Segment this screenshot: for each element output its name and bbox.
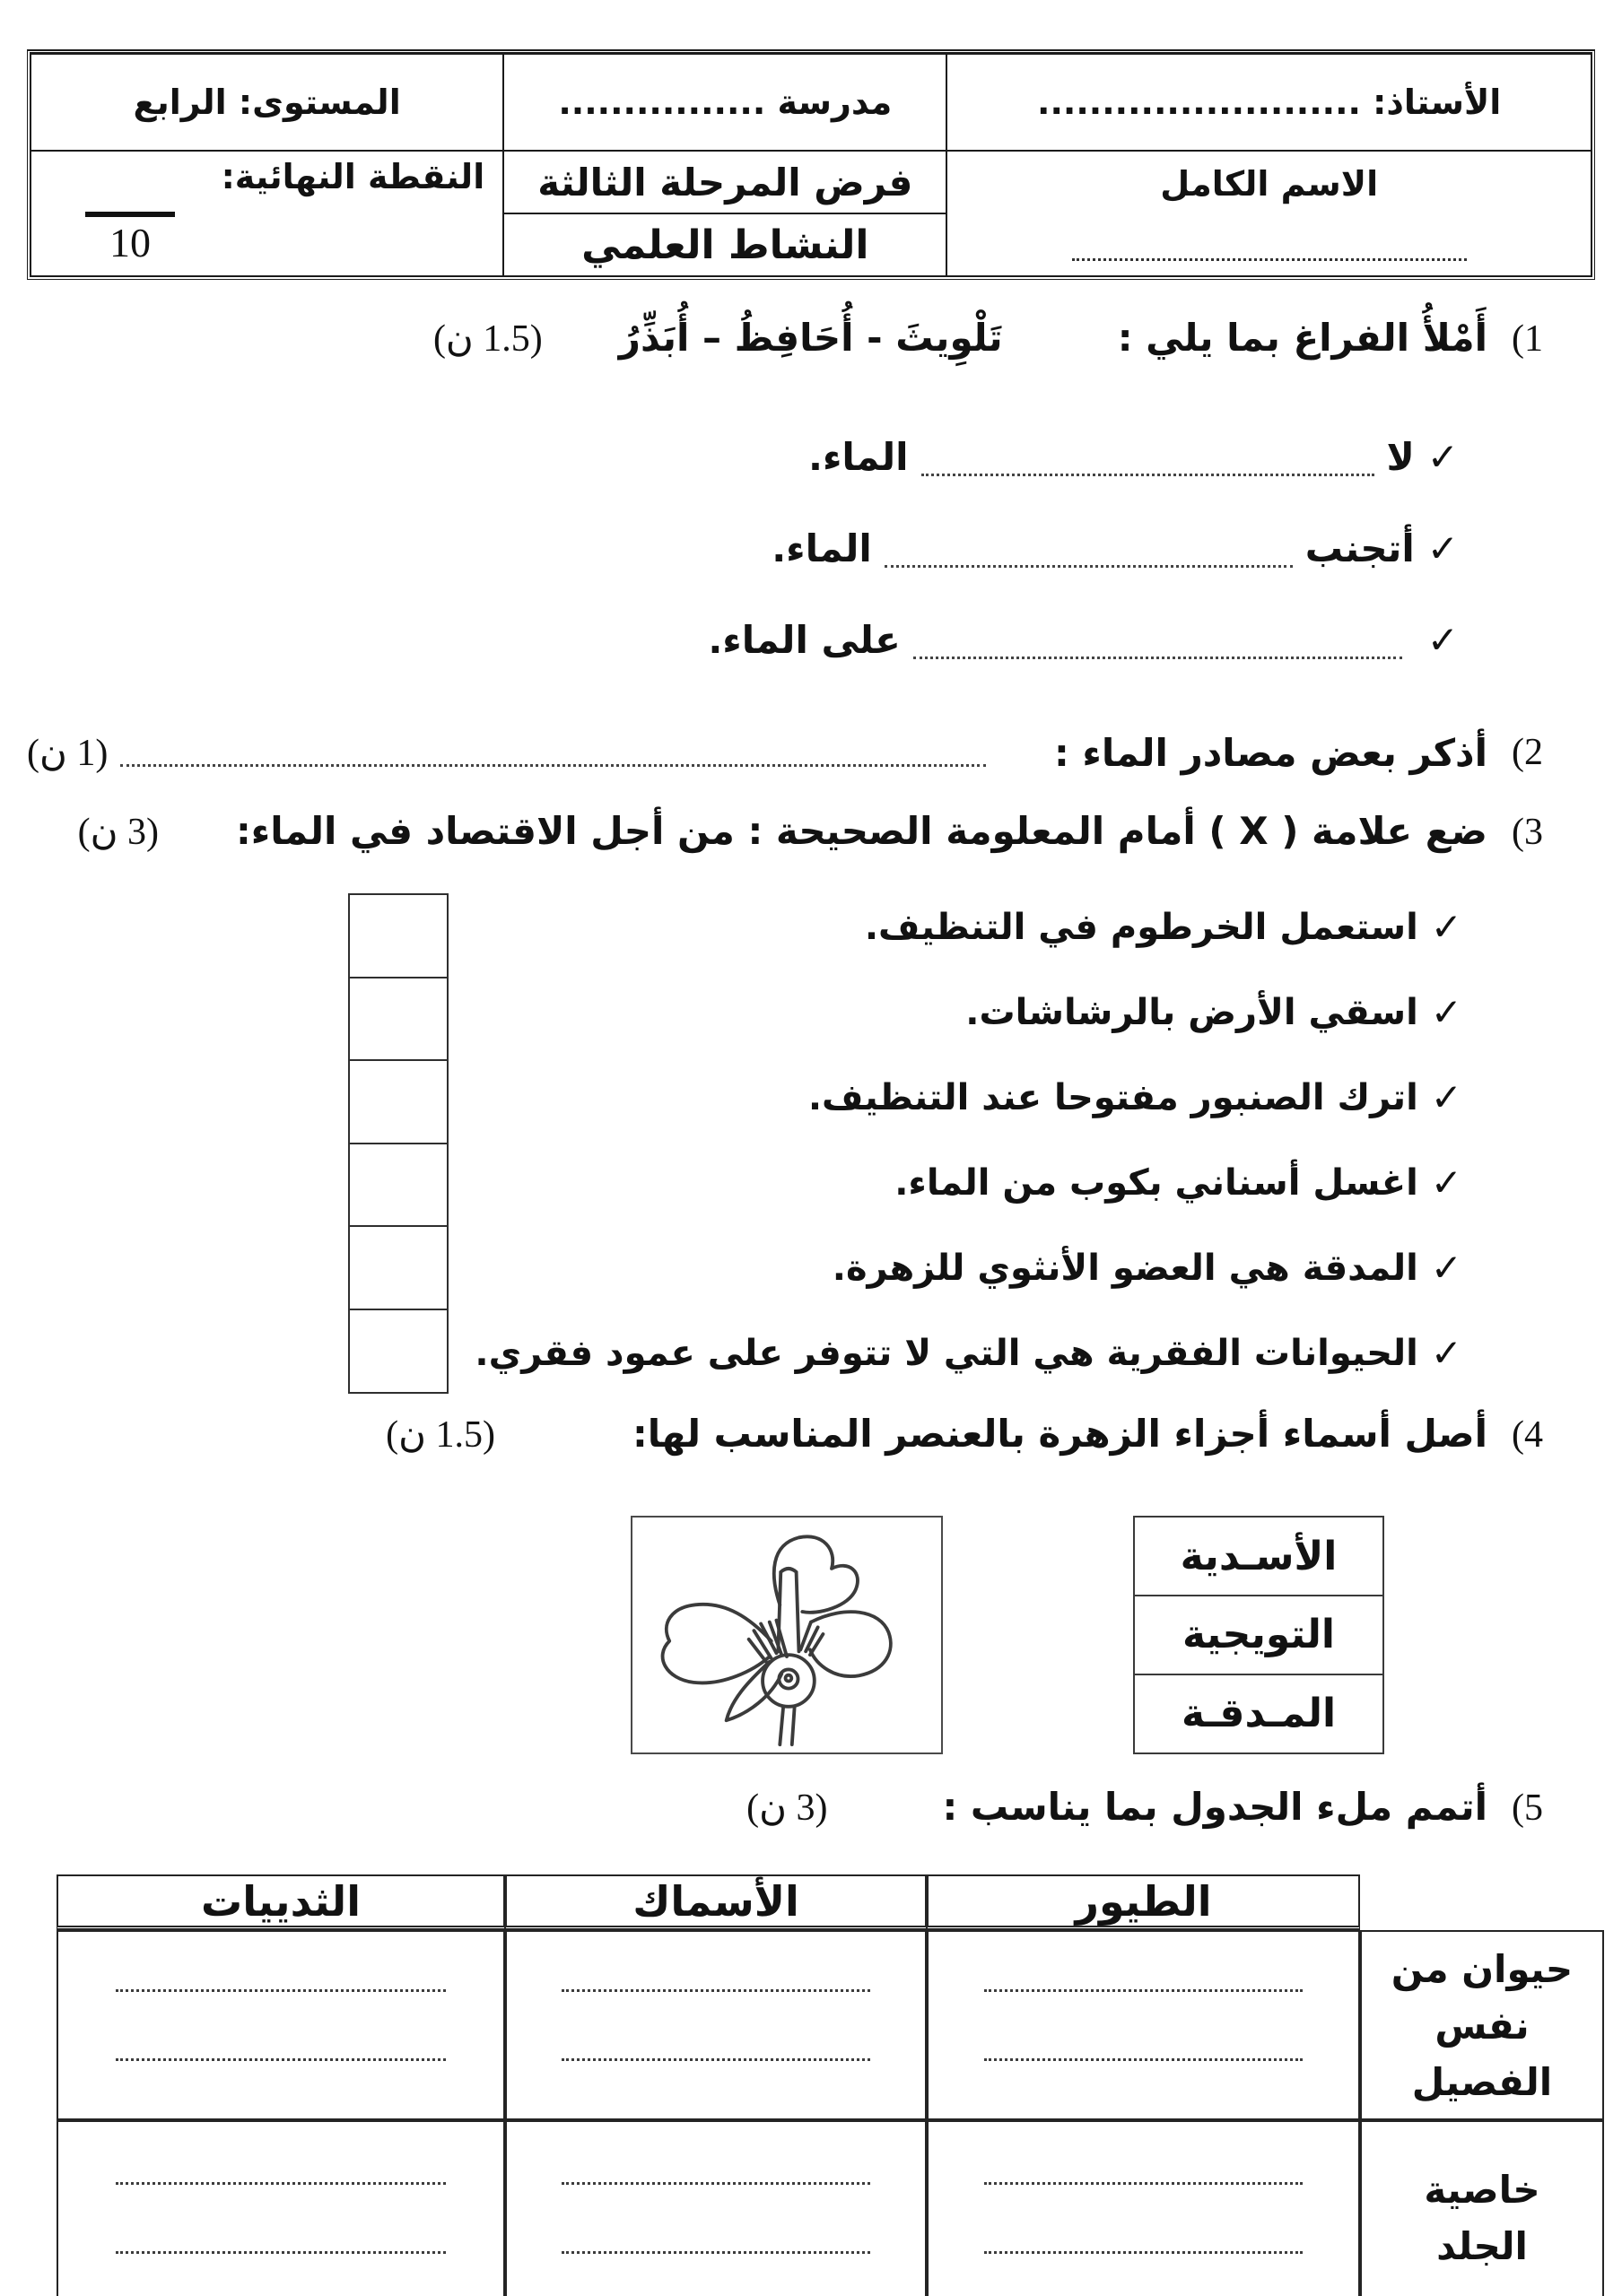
- q1-item-2-after: الماء.: [772, 526, 872, 570]
- q5-table: [55, 1874, 1604, 2296]
- q1-item-2: [0, 502, 1622, 594]
- answer-box[interactable]: [348, 1059, 449, 1144]
- check-icon: ✓: [1430, 905, 1462, 949]
- check-icon: ✓: [1426, 526, 1459, 570]
- answer-line[interactable]: [116, 2058, 445, 2061]
- exam-title: فرض المرحلة الثالثة: [503, 151, 946, 213]
- answer-line[interactable]: [116, 1989, 445, 1992]
- q4-matching-area: [0, 1516, 1622, 1754]
- q4-points: (1.5 ن): [386, 1414, 495, 1456]
- q5-answer-cell[interactable]: [927, 2120, 1360, 2296]
- q1-points: (1.5 ن): [432, 318, 543, 360]
- flower-part-label-stamens[interactable]: الأسـدية: [1133, 1516, 1384, 1596]
- q5-heading: [0, 1785, 1622, 1855]
- q5-row-label-skin: خاصية الجلد: [1360, 2120, 1604, 2296]
- q1-item-2-blank[interactable]: [885, 529, 1293, 568]
- answer-line[interactable]: [116, 2251, 445, 2254]
- q3-statement-4: [0, 1140, 1622, 1225]
- check-icon: ✓: [1426, 617, 1459, 662]
- q4-prompt: أصل أسماء أجزاء الزهرة بالعنصر المناسب لها:: [632, 1412, 1487, 1456]
- q2-points: (1 ن): [27, 733, 109, 774]
- q2-heading: [0, 716, 1622, 789]
- q1-prompt: أَمْلأُ الفراغ بما يلي :: [1117, 316, 1487, 360]
- school-field[interactable]: مدرسة ................: [503, 54, 946, 151]
- q1-items: [0, 411, 1622, 685]
- q5-prompt: أتمم ملء الجدول بما يناسب :: [942, 1785, 1487, 1829]
- check-icon: ✓: [1430, 1331, 1462, 1375]
- final-mark-value[interactable]: 10: [85, 212, 175, 266]
- q1-item-3: [0, 594, 1622, 685]
- answer-line[interactable]: [562, 2058, 871, 2061]
- answer-box[interactable]: [348, 1225, 449, 1310]
- q3-statement-1: [0, 884, 1622, 970]
- q3-statement-2-text: اسقي الأرض بالرشاشات.: [965, 991, 1418, 1033]
- q4-heading: [0, 1412, 1622, 1483]
- q3-answer-boxes: [348, 893, 449, 1394]
- q3-statements: [0, 884, 1622, 1396]
- q4-number: 4): [1512, 1414, 1543, 1456]
- q5-table-corner: [1360, 1874, 1604, 1930]
- q5-col-birds: الطيور: [927, 1874, 1360, 1930]
- q1-number: 1): [1512, 318, 1543, 360]
- q3-number: 3): [1512, 812, 1543, 853]
- answer-line[interactable]: [116, 2182, 445, 2185]
- final-mark-cell: [31, 151, 503, 276]
- level-label: المستوى: الرابع: [31, 54, 503, 151]
- answer-line[interactable]: [984, 2058, 1302, 2061]
- q1-item-3-blank[interactable]: [913, 621, 1402, 659]
- answer-line[interactable]: [562, 2182, 871, 2185]
- check-icon: ✓: [1430, 1075, 1462, 1119]
- fullname-label: الاسم الكامل: [1160, 164, 1379, 204]
- q3-statement-4-text: اغسل أسناني بكوب من الماء.: [894, 1161, 1418, 1204]
- check-icon: ✓: [1430, 1246, 1462, 1290]
- fullname-cell: [946, 151, 1591, 276]
- q1-item-1: [0, 411, 1622, 502]
- q3-statement-5: [0, 1225, 1622, 1310]
- q3-statement-6: [0, 1310, 1622, 1396]
- q5-answer-cell[interactable]: [57, 2120, 505, 2296]
- q3-statement-2: [0, 970, 1622, 1055]
- q5-answer-cell[interactable]: [57, 1930, 505, 2120]
- q5-answer-cell[interactable]: [505, 1930, 927, 2120]
- q1-item-1-blank[interactable]: [921, 438, 1374, 476]
- q5-points: (3 ن): [746, 1787, 828, 1829]
- q3-statement-3-text: اترك الصنبور مفتوحا عند التنظيف.: [807, 1076, 1418, 1118]
- flower-drawing: [639, 1522, 935, 1748]
- flower-part-label-pistil[interactable]: المـدقـة: [1133, 1674, 1384, 1754]
- q3-prompt: ضع علامة ( X ) أمام المعلومة الصحيحة : من أجل الاقتصاد في الماء:: [236, 809, 1487, 853]
- header-table: [27, 49, 1595, 280]
- final-mark-label: النقطة النهائية:: [221, 157, 485, 196]
- q2-answer-blank[interactable]: [120, 764, 986, 767]
- q1-heading: [0, 316, 1622, 386]
- check-icon: ✓: [1430, 990, 1462, 1034]
- q5-row-label-family: حيوان من نفس الفصيل: [1360, 1930, 1604, 2120]
- q1-word-bank: تَلْوِيثَ - أُحَافِظُ – أُبَذِّرُ: [618, 316, 1003, 360]
- check-icon: ✓: [1430, 1161, 1462, 1205]
- q3-points: (3 ن): [77, 812, 159, 853]
- q4-label-boxes: [1133, 1516, 1384, 1754]
- answer-box[interactable]: [348, 977, 449, 1062]
- answer-line[interactable]: [984, 2182, 1302, 2185]
- q3-statement-3: [0, 1055, 1622, 1140]
- check-icon: ✓: [1426, 434, 1459, 479]
- q3-statement-5-text: المدقة هي العضو الأنثوي للزهرة.: [832, 1247, 1418, 1289]
- flower-image: [631, 1516, 943, 1754]
- q3-statement-1-text: استعمل الخرطوم في التنظيف.: [864, 906, 1418, 948]
- q5-answer-cell[interactable]: [927, 1930, 1360, 2120]
- q3-heading: [0, 809, 1622, 881]
- q1-item-2-before: أتجنب: [1304, 526, 1415, 570]
- fullname-blank[interactable]: [1072, 258, 1467, 261]
- q1-item-1-before: لا: [1386, 434, 1415, 479]
- subject-title: النشاط العلمي: [503, 213, 946, 276]
- answer-line[interactable]: [984, 1989, 1302, 1992]
- q5-number: 5): [1512, 1787, 1543, 1829]
- q2-prompt: أذكر بعض مصادر الماء :: [1053, 730, 1487, 775]
- flower-part-label-corolla[interactable]: التويجية: [1133, 1595, 1384, 1675]
- answer-line[interactable]: [562, 2251, 871, 2254]
- q1-item-1-after: الماء.: [807, 434, 909, 479]
- q2-number: 2): [1512, 732, 1543, 773]
- q1-item-3-after: على الماء.: [708, 617, 901, 662]
- answer-box[interactable]: [348, 1309, 449, 1394]
- answer-line[interactable]: [984, 2251, 1302, 2254]
- answer-line[interactable]: [562, 1989, 871, 1992]
- q5-col-fish: الأسماك: [505, 1874, 927, 1930]
- q5-answer-cell[interactable]: [505, 2120, 927, 2296]
- answer-box[interactable]: [348, 893, 449, 978]
- answer-box[interactable]: [348, 1143, 449, 1228]
- q5-col-mammals: الثدييات: [57, 1874, 505, 1930]
- teacher-field[interactable]: الأستاذ: .........................: [946, 54, 1591, 151]
- q3-statement-6-text: الحيوانات الفقرية هي التي لا تتوفر على عمود فقري.: [475, 1332, 1418, 1374]
